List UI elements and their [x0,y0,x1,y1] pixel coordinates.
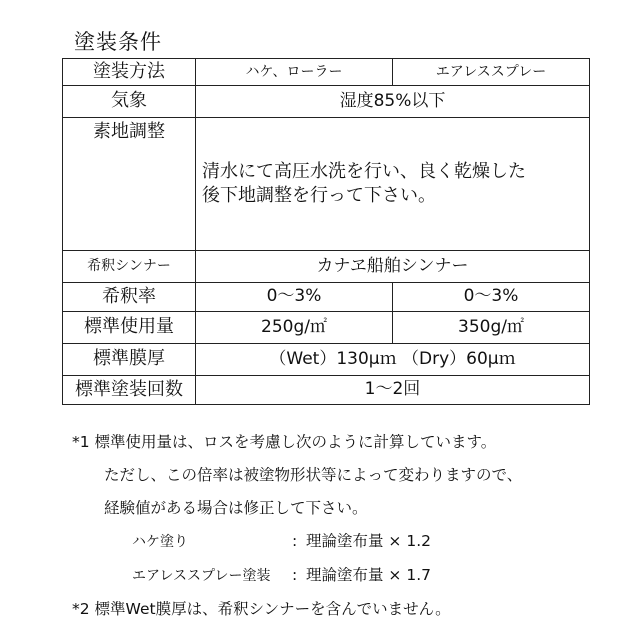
table-row [63,376,590,405]
table-row [63,118,590,251]
usage-label: 標準使用量 [63,312,196,344]
method-label: 塗装方法 [63,59,196,86]
thinner-value: カナヱ船舶シンナー [196,251,590,283]
table-row [63,59,590,86]
prep-description [196,118,590,251]
table-row [63,251,590,283]
thickness-value: （Wet）130μｍ （Dry）60μｍ [196,344,590,376]
prep-line-2: 後下地調整を行って下さい。 [202,185,436,206]
table-row [63,86,590,118]
painting-conditions-table [62,58,590,405]
note-1-line-1: *1 標準使用量は、ロスを考慮し次のように計算しています。 [72,433,497,451]
factor-formula: 理論塗布量 × 1.7 [306,566,431,584]
thinner-label: 希釈シンナー [63,251,196,283]
factor-row-spray [72,559,612,593]
weather-value: 湿度85%以下 [196,86,590,118]
dilution-brush: 0～3% [196,283,393,312]
factor-separator: : [292,532,298,550]
section-title: 塗装条件 [74,30,162,54]
note-1-line-2: ただし、この倍率は被塗物形状等によって変わりますので、 [104,466,523,484]
table-row [63,283,590,312]
factor-separator: : [292,566,298,584]
usage-spray: 350g/㎡ [393,312,590,344]
factor-formula: 理論塗布量 × 1.2 [306,532,431,550]
usage-brush: 250g/㎡ [196,312,393,344]
weather-label: 気象 [63,86,196,118]
dilution-label: 希釈率 [63,283,196,312]
factor-row-brush [72,525,612,559]
coats-label: 標準塗装回数 [63,376,196,405]
note-2: *2 標準Wet膜厚は、希釈シンナーを含んでいません。 [72,600,451,618]
table-row [63,312,590,344]
prep-line-1: 清水にて高圧水洗を行い、良く乾燥した [202,160,526,182]
method-brush: ハケ、ローラー [196,59,393,86]
notes-section [72,426,612,626]
dilution-spray: 0～3% [393,283,590,312]
coats-value: 1～2回 [196,376,590,405]
factor-name: エアレススプレー塗装 [132,568,271,584]
prep-label: 素地調整 [63,118,196,251]
method-spray: エアレススプレー [393,59,590,86]
factor-name: ハケ塗り [132,534,188,550]
thickness-label: 標準膜厚 [63,344,196,376]
note-1-line-3: 経験値がある場合は修正して下さい。 [104,499,368,517]
table-row [63,344,590,376]
